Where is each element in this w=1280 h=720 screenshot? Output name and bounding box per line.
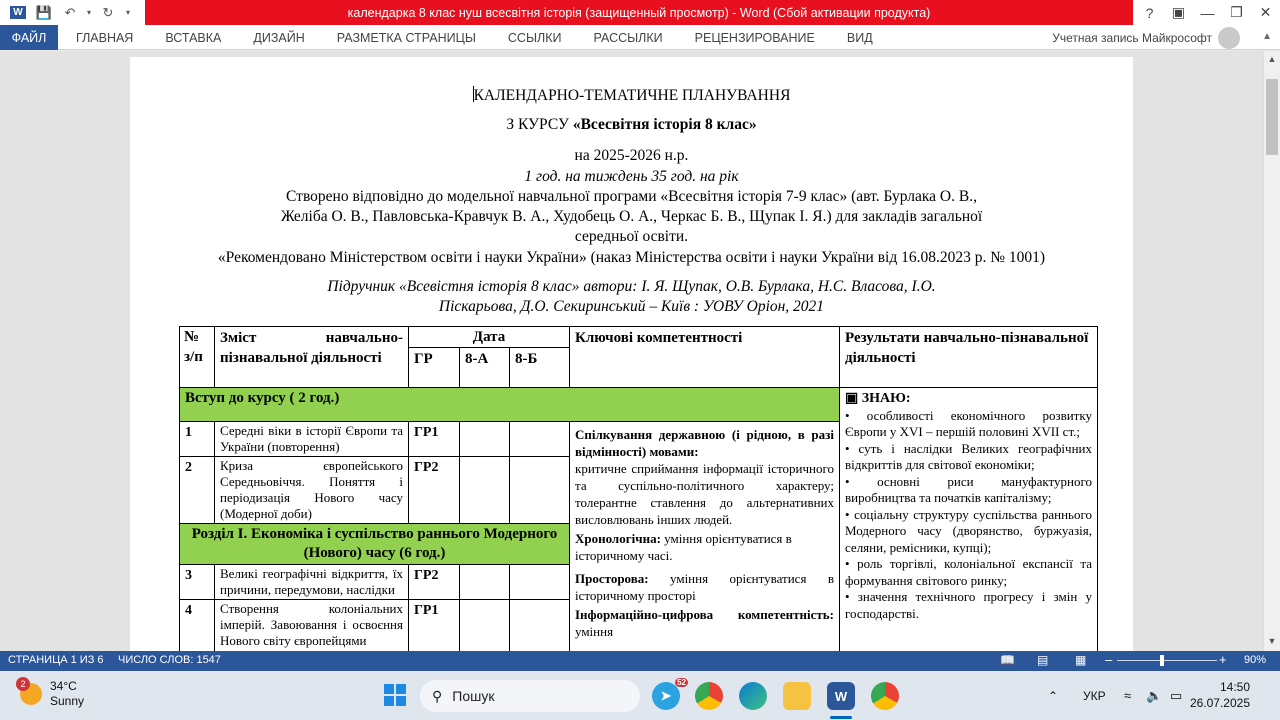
result-item: • соціальну структуру суспільства раннього Модерного часу (дворянство, буржуазія, селяни, ремісники, купці);	[845, 506, 1092, 555]
result-item: • основні риси мануфактурного виробництва та початків капіталізму;	[845, 473, 1092, 505]
textbook-line-1: Підручник «Всевістня історія 8 клас» автори: І. Я. Щупак, О.В. Бурлака, Н.С. Власова, І.О.	[327, 278, 936, 295]
competency-digital: Інформаційно-цифрова компетентність: уміння	[575, 607, 834, 639]
competency-spatial: Просторова: уміння орієнтуватися в історичному просторі	[575, 571, 834, 603]
ribbon-display-options-icon[interactable]: ▣	[1171, 4, 1186, 20]
tab-review[interactable]: РЕЦЕНЗИРОВАНИЕ	[694, 30, 815, 45]
row-content: Великі географічні відкриття, їх причини, передумови, наслідки	[215, 565, 409, 600]
header-num: № з/п	[180, 327, 215, 388]
edge-icon[interactable]	[739, 682, 767, 710]
word-app-icon: W	[6, 2, 30, 24]
volume-icon[interactable]: 🔈	[1146, 687, 1163, 703]
clock-time: 14:50	[1219, 680, 1250, 694]
header-gr: ГР	[409, 348, 460, 388]
recommended-line: «Рекомендовано Міністерством освіти і науки України» (наказ Міністерства освіти і науки України від 16.08.2023 р. № 1001)	[217, 249, 1046, 266]
redo-icon[interactable]: ↻	[102, 4, 114, 20]
weather-condition: Sunny	[50, 694, 85, 708]
header-date: Дата	[409, 327, 570, 348]
wifi-icon[interactable]: ≈	[1124, 688, 1132, 703]
row-num: 1	[180, 422, 215, 457]
clock-date: 26.07.2025	[1189, 696, 1250, 710]
help-icon[interactable]: ?	[1145, 4, 1154, 21]
account-label: Учетная запись Майкрософт	[1052, 30, 1212, 45]
result-item: • особливості економічного розвитку Європи у XVI – першій половині XVII ст.;	[845, 407, 1092, 439]
tab-home[interactable]: ГЛАВНАЯ	[76, 30, 134, 45]
zoom-in-icon[interactable]: +	[1219, 652, 1227, 667]
competency-chrono: Хронологічна: уміння орієнтуватися в історичному часі.	[575, 531, 792, 563]
status-bar	[0, 651, 1280, 671]
account-menu[interactable]	[1052, 25, 1240, 50]
web-layout-icon[interactable]: ▦	[1075, 653, 1087, 667]
tab-insert[interactable]: ВСТАВКА	[165, 30, 222, 45]
row-num: 4	[180, 600, 215, 652]
created-line-1: Створено відповідно до модельної навчальної програми «Всесвітня історія 7-9 клас» (авт. Бурлака О. В.,	[286, 188, 977, 205]
section-1: Розділ І. Економіка і суспільство раннього Модерного (Нового) часу (6 год.)	[180, 524, 570, 565]
customize-qat-icon[interactable]: ▾	[125, 8, 130, 17]
row-gr: ГР1	[409, 600, 460, 652]
row-date-8b[interactable]	[510, 600, 570, 652]
year-line: на 2025-2026 н.р.	[574, 147, 689, 164]
row-content: Криза європейського Середньовіччя. Поняття і періодизація Нового часу (Модерної доби)	[215, 457, 409, 524]
row-date-8b[interactable]	[510, 422, 570, 457]
battery-icon[interactable]: ▭	[1170, 687, 1183, 703]
hours-line: 1 год. на тиждень 35 год. на рік	[524, 168, 739, 185]
scroll-up-icon[interactable]: ▲	[1267, 54, 1277, 64]
undo-icon[interactable]: ↶	[64, 4, 76, 20]
doc-title: КАЛЕНДАРНО-ТЕМАТИЧНЕ ПЛАНУВАННЯ	[473, 87, 791, 104]
created-line-3: середньої освіти.	[574, 228, 689, 245]
tab-design[interactable]: ДИЗАЙН	[253, 30, 305, 45]
competency-text: критичне сприймання інформації історичного та суспільно-політичного характеру; толерантне ставлення до альтернативних висловлювань інших людей.	[575, 461, 834, 527]
tab-view[interactable]: ВИД	[846, 30, 873, 45]
window-controls	[1135, 0, 1280, 25]
tab-file[interactable]: ФАЙЛ	[0, 25, 58, 50]
know-heading: ▣ ЗНАЮ:	[845, 391, 911, 406]
file-explorer-icon[interactable]	[783, 682, 811, 710]
telegram-icon[interactable]: ➤ 52	[652, 682, 680, 710]
row-date-8a[interactable]	[460, 565, 510, 600]
print-layout-icon[interactable]: ▤	[1037, 653, 1049, 667]
weather-badge: 2	[16, 677, 30, 691]
weather-temp: 34°C	[50, 679, 77, 693]
section-intro: Вступ до курсу ( 2 год.)	[180, 388, 840, 422]
collapse-ribbon-icon[interactable]: ▲	[1262, 31, 1272, 42]
close-button[interactable]: ✕	[1259, 4, 1272, 20]
row-date-8a[interactable]	[460, 600, 510, 652]
row-num: 2	[180, 457, 215, 524]
page-count[interactable]: СТРАНИЦА 1 ИЗ 6	[8, 654, 104, 666]
textbook-line-2: Піскарьова, Д.О. Секиринський – Київ : УОВУ Оріон, 2021	[438, 298, 825, 315]
avatar	[1218, 27, 1240, 49]
undo-dropdown-icon[interactable]: ▾	[86, 8, 91, 17]
telegram-badge: 52	[677, 678, 686, 687]
result-item: • суть і наслідки Великих географічних відкриттів для світової економіки;	[845, 440, 1092, 472]
language-indicator[interactable]: УКР	[1083, 688, 1106, 703]
chrome-profile-icon[interactable]	[871, 682, 899, 710]
row-gr: ГР2	[409, 565, 460, 600]
row-date-8a[interactable]	[460, 457, 510, 524]
competencies-cell	[570, 422, 840, 652]
scrollbar-thumb[interactable]	[1266, 79, 1278, 155]
tab-references[interactable]: ССЫЛКИ	[507, 30, 562, 45]
result-item: • значення технічного прогресу і змін у господарстві.	[845, 589, 1092, 621]
row-content: Створення колоніальних імперій. Завоювання і освоєння Нового світу європейцями	[215, 600, 409, 652]
start-button[interactable]	[384, 684, 406, 706]
active-app-indicator	[830, 716, 852, 719]
zoom-level[interactable]: 90%	[1244, 654, 1267, 666]
created-line-2: Желіба О. В., Павловська-Кравчук В. А., Худобець О. А., Черкас Б. В., Щупак І. Я.) для закладів загальної	[280, 208, 983, 225]
plan-table	[179, 326, 1098, 651]
taskbar	[0, 671, 1280, 720]
course-line: З КУРСУ «Всесвітня історія 8 клас»	[506, 116, 757, 133]
search-icon: ⚲	[432, 687, 443, 704]
header-competencies: Ключові компетентності	[570, 327, 840, 388]
taskbar-search[interactable]	[420, 680, 640, 712]
document-page[interactable]	[130, 57, 1133, 651]
ribbon-tabs	[0, 25, 1280, 50]
header-results: Результати навчально-пізнавальної діяльності	[840, 327, 1098, 388]
result-item: • роль торгівлі, колоніальної експансії та формування світового ринку;	[845, 556, 1092, 588]
minimize-button[interactable]: —	[1200, 4, 1215, 21]
header-8a: 8-А	[460, 348, 510, 388]
word-count[interactable]: ЧИСЛО СЛОВ: 1547	[118, 654, 221, 666]
document-area	[0, 51, 1263, 651]
tab-page-layout[interactable]: РАЗМЕТКА СТРАНИЦЫ	[336, 30, 476, 45]
clock[interactable]	[1190, 679, 1250, 711]
scroll-down-icon[interactable]: ▼	[1267, 636, 1277, 646]
row-gr: ГР2	[409, 457, 460, 524]
row-content: Середні віки в історії Європи та України (повторення)	[215, 422, 409, 457]
read-mode-icon[interactable]: 📖	[1000, 653, 1015, 667]
show-hidden-icons[interactable]: ⌃	[1048, 688, 1059, 703]
restore-button[interactable]: ❐	[1230, 4, 1243, 20]
row-gr: ГР1	[409, 422, 460, 457]
checkbox-icon: ▣	[845, 391, 859, 406]
header-8b: 8-Б	[510, 348, 570, 388]
row-num: 3	[180, 565, 215, 600]
title-bar	[0, 0, 1280, 25]
zoom-out-icon[interactable]: –	[1105, 652, 1113, 667]
weather-widget[interactable]	[20, 679, 84, 709]
row-date-8b[interactable]	[510, 565, 570, 600]
course-name: «Всесвітня історія 8 клас»	[572, 116, 757, 133]
zoom-slider-thumb[interactable]	[1160, 655, 1164, 666]
row-date-8b[interactable]	[510, 457, 570, 524]
window-title: календарка 8 клас нуш всесвітня історія (защищенный просмотр) - Word (Сбой активации продукта)	[145, 0, 1133, 25]
word-taskbar-icon[interactable]: W	[827, 682, 855, 710]
sun-icon	[20, 679, 42, 705]
save-icon[interactable]: 💾	[35, 4, 53, 20]
chrome-icon[interactable]	[695, 682, 723, 710]
zoom-slider[interactable]	[1117, 660, 1217, 661]
tab-mailings[interactable]: РАССЫЛКИ	[593, 30, 663, 45]
search-label: Пошук	[452, 688, 495, 704]
row-date-8a[interactable]	[460, 422, 510, 457]
header-content: Зміст навчально-пізнавальної діяльності	[215, 327, 409, 388]
results-cell	[840, 388, 1098, 652]
quick-access-toolbar	[0, 0, 134, 25]
competency-title: Спілкування державною (і рідною, в разі відмінності) мовами:	[575, 427, 834, 459]
vertical-scrollbar[interactable]	[1263, 51, 1280, 651]
